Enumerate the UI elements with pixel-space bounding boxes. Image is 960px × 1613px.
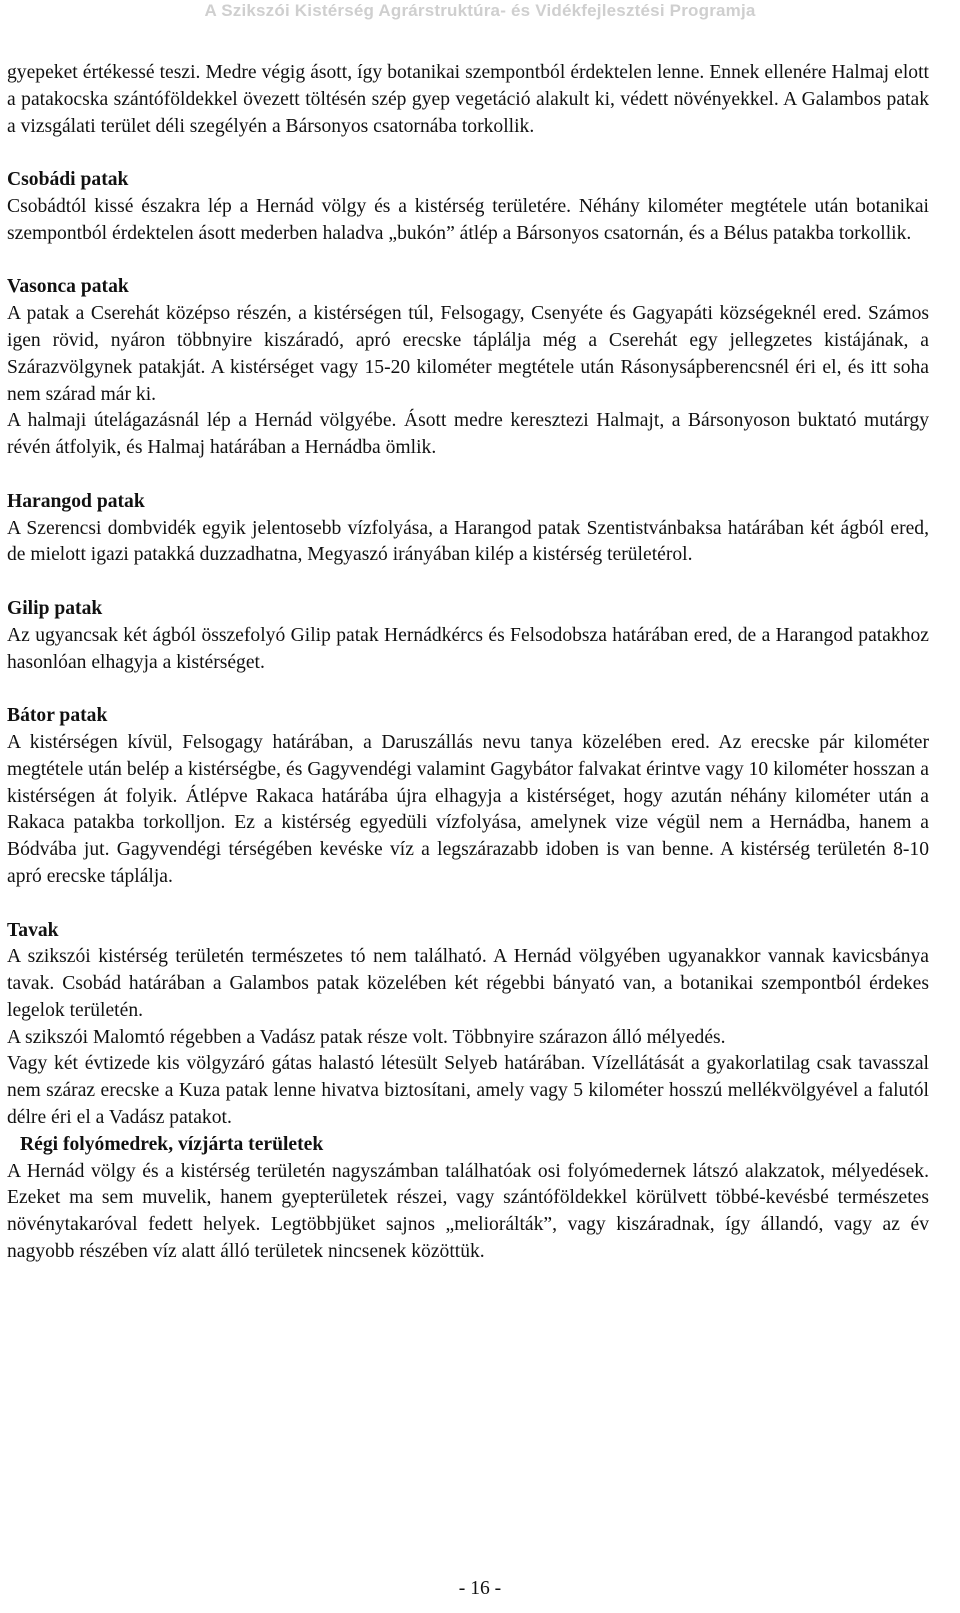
page-number: - 16 - [458, 1578, 502, 1599]
section-gilip-patak [7, 596, 929, 676]
section-heading: Gilip patak [7, 597, 103, 619]
section-paragraph: Csobádtól kissé északra lép a Hernád völgy és a kistérség területére. Néhány kilométer megtétele után botanikai szempontból érdektelen ásott mederben haladva „bukón” átlép a Bársonyos csatornán, és a Bélus patakba torkollik. [7, 195, 929, 244]
section-paragraph: A Szerencsi dombvidék egyik jelentosebb vízfolyása, a Harangod patak Szentistvánbaksa határában két ágból ered, de mielott igazi patakká duzzadhatna, Megyaszó irányában kilép a kistérség területérol. [7, 517, 929, 566]
section-regi-folyomedrek [7, 1132, 929, 1266]
section-csobadi-patak [7, 167, 929, 247]
section-heading: Régi folyómedrek, vízjárta területek [20, 1133, 324, 1155]
section-paragraph: A kistérségen kívül, Felsogagy határában, a Daruszállás nevu tanya közelében ered. Az erecske pár kilométer megtétele után belép a kistérségbe, és Gagyvendégi valamint Gagybátor falvakat érintve vagy 10 kilométer hosszan a kistérségen át folyik. Átlépve Rakaca határába újra elhagyja a kistérséget, hogy azután néhány kilométer után a Rakaca patakba torkolljon. Ez a kistérség egyedüli vízfolyása, amelynek vize végül nem a Hernádba, hanem a Bódvába jut. Gagyvendégi térségében kevéske víz a legszárazabb idoben is van benne. A kistérség területén 8-10 apró erecske táplálja. [7, 731, 929, 887]
section-heading: Harangod patak [7, 490, 145, 512]
section-paragraph: Vagy két évtizede kis völgyzáró gátas halastó létesült Selyeb határában. Vízellátását a gyakorlatilag csak tavasszal nem száraz erecske a Kuza patak lenne hivatva biztosítani, amely vagy 5 kilométer hosszú mellékvölgyével a falutól délre éri el a Vadász patakot. [7, 1053, 929, 1129]
section-paragraph: A szikszói kistérség területén természetes tó nem található. A Hernád völgyében ugyanakkor vannak kavicsbánya tavak. Csobád határában a Galambos patak közelében két régebbi bányató van, a botanikai szempontból érdekes legelok területén. [7, 946, 929, 1021]
section-paragraph: A Hernád völgy és a kistérség területén nagyszámban találhatóak osi folyómedernek látszó alakzatok, mélyedések. Ezeket ma sem muvelik, hanem gyepterületek részei, vagy szántóföldekkel körülvett többé-kevésbé természetes növénytakaróval fedett helyek. Legtöbbjüket sajnos „meliorálták”, vagy kiszáradnak, így állandó, vagy az év nagyobb részében víz alatt álló területek nincsenek közöttük. [7, 1160, 929, 1263]
section-tavak [7, 918, 929, 1132]
section-heading: Vasonca patak [7, 276, 129, 298]
section-heading: Csobádi patak [7, 169, 129, 191]
section-heading: Tavak [7, 919, 59, 941]
section-paragraph: Az ugyancsak két ágból összefolyó Gilip patak Hernádkércs és Felsodobsza határában ered, de a Harangod patakhoz hasonlóan elhagyja a kistérséget. [7, 624, 929, 673]
header-title: A Szikszói Kistérség Agrárstruktúra- és Vidékfejlesztési Programja [204, 1, 756, 20]
page-header [0, 0, 960, 22]
document-body [7, 60, 929, 1266]
section-vasonca-patak [7, 274, 929, 462]
section-paragraph: A szikszói Malomtó régebben a Vadász patak része volt. Többnyire szárazon álló mélyedés. [7, 1026, 726, 1048]
section-paragraph: A patak a Cserehát középso részén, a kistérségen túl, Felsogagy, Csenyéte és Gagyapáti községeknél ered. Számos igen rövid, nyáron többnyire kiszáradó, apró erecske táplálja még a Cserehát egy jellegzetes kistájának, a Szárazvölgynek patakját. A kistérséget vagy 15-20 kilométer megtétele után Rásonysápberencsnél éri el, és itt soha nem szárad már ki. [7, 303, 929, 405]
section-paragraph: A halmaji útelágazásnál lép a Hernád völgyébe. Ásott medre keresztezi Halmajt, a Bársonyoson buktató mutárgy révén átfolyik, és Halmaj határában a Hernádba ömlik. [7, 410, 929, 459]
intro-paragraph: gyepeket értékessé teszi. Medre végig ásott, így botanikai szempontból érdektelen lenne. Ennek ellenére Halmaj elott a patakocska szántóföldekkel övezett töltésén szép gyep vegetáció alakult ki, védett növényekkel. A Galambos patak a vizsgálati terület déli szegélyén a Bársonyos csatornába torkollik. [7, 62, 929, 137]
section-harangod-patak [7, 489, 929, 569]
section-heading: Bátor patak [7, 705, 108, 727]
section-bator-patak [7, 703, 929, 891]
